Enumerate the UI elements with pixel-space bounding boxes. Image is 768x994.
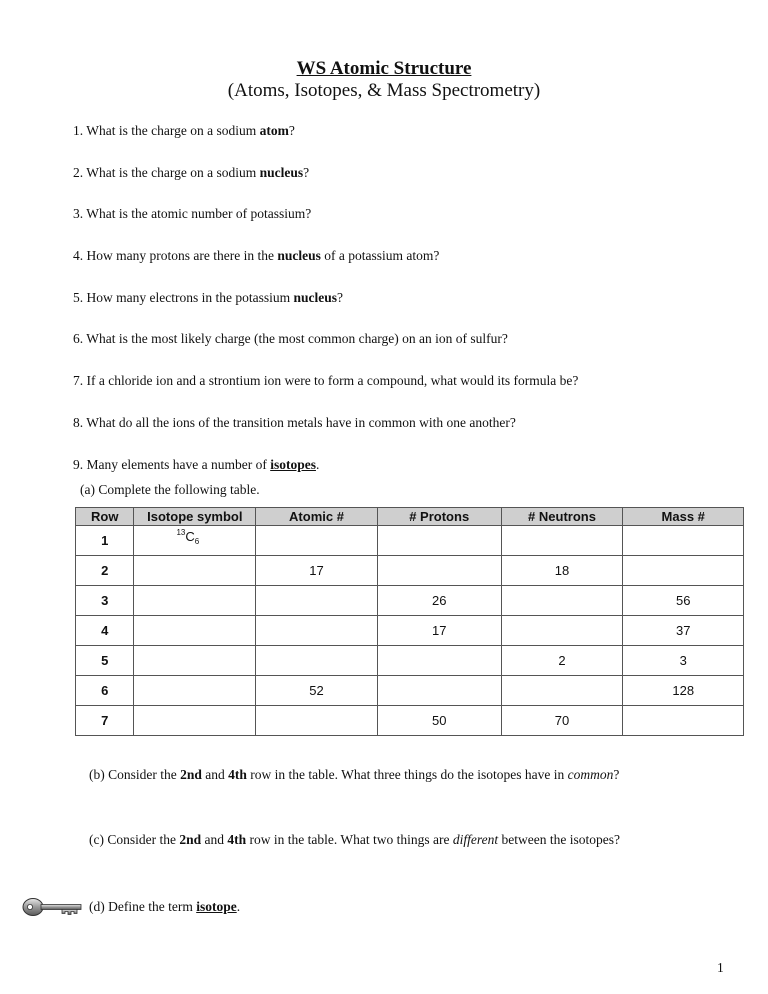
protons-cell xyxy=(377,646,501,676)
part-d-question: (d) Define the term isotope. xyxy=(89,899,241,914)
atomic-number-cell: 17 xyxy=(256,556,378,586)
row-number: 2 xyxy=(76,556,134,586)
protons-cell xyxy=(377,676,501,706)
isotope-symbol-cell xyxy=(134,556,256,586)
mass-number-cell xyxy=(623,526,744,556)
header-mass-number: Mass # xyxy=(623,508,744,526)
header-protons: # Protons xyxy=(377,508,501,526)
atomic-number-cell xyxy=(256,616,378,646)
page-subtitle: (Atoms, Isotopes, & Mass Spectrometry) xyxy=(227,80,541,101)
table-row xyxy=(76,706,744,736)
isotope-symbol-cell xyxy=(134,676,256,706)
isotope-table xyxy=(75,507,744,736)
table-row xyxy=(76,526,744,556)
protons-cell: 17 xyxy=(377,616,501,646)
question-8: 8. What do all the ions of the transition metals have in common with one another? xyxy=(73,415,516,430)
question-2: 2. What is the charge on a sodium nucleus? xyxy=(73,165,310,180)
row-number: 1 xyxy=(76,526,134,556)
header-atomic-number: Atomic # xyxy=(256,508,378,526)
question-4: 4. How many protons are there in the nucleus of a potassium atom? xyxy=(73,248,440,263)
isotope-symbol-cell xyxy=(134,616,256,646)
neutrons-cell xyxy=(501,676,623,706)
question-3: 3. What is the atomic number of potassium? xyxy=(73,206,312,221)
question-1: 1. What is the charge on a sodium atom? xyxy=(73,123,295,138)
table-header-row xyxy=(76,508,744,526)
question-9: 9. Many elements have a number of isotopes. xyxy=(73,457,320,472)
isotope-symbol: $^{13}C_6$ xyxy=(176,528,200,546)
atomic-number-cell xyxy=(256,646,378,676)
row-number: 6 xyxy=(76,676,134,706)
row-number: 3 xyxy=(76,586,134,616)
header-row: Row xyxy=(76,508,134,526)
table-row xyxy=(76,556,744,586)
atomic-number-cell: 52 xyxy=(256,676,378,706)
neutrons-cell xyxy=(501,586,623,616)
table-row xyxy=(76,616,744,646)
page-title: WS Atomic Structure xyxy=(296,58,472,79)
header-neutrons: # Neutrons xyxy=(501,508,623,526)
mass-number-cell xyxy=(623,556,744,586)
isotope-symbol-cell xyxy=(134,526,256,556)
key-icon xyxy=(22,895,86,919)
atomic-number-cell xyxy=(256,586,378,616)
row-number: 4 xyxy=(76,616,134,646)
protons-cell xyxy=(377,526,501,556)
question-5: 5. How many electrons in the potassium nucleus? xyxy=(73,290,343,305)
protons-cell: 26 xyxy=(377,586,501,616)
isotope-symbol-cell xyxy=(134,586,256,616)
mass-number-cell xyxy=(623,706,744,736)
part-c-question: (c) Consider the 2nd and 4th row in the table. What two things are different between the isotopes? xyxy=(89,832,620,847)
neutrons-cell: 70 xyxy=(501,706,623,736)
atomic-number-cell xyxy=(256,706,378,736)
mass-number-cell: 3 xyxy=(623,646,744,676)
mass-number-cell: 56 xyxy=(623,586,744,616)
isotope-symbol-cell xyxy=(134,706,256,736)
part-b-question: (b) Consider the 2nd and 4th row in the table. What three things do the isotopes have in common? xyxy=(89,767,620,782)
page-number: 1 xyxy=(717,960,724,975)
neutrons-cell: 18 xyxy=(501,556,623,586)
row-number: 5 xyxy=(76,646,134,676)
isotope-symbol-cell xyxy=(134,646,256,676)
table-row xyxy=(76,586,744,616)
table-row xyxy=(76,646,744,676)
question-6: 6. What is the most likely charge (the most common charge) on an ion of sulfur? xyxy=(73,331,508,346)
table-row xyxy=(76,676,744,706)
neutrons-cell xyxy=(501,616,623,646)
header-isotope-symbol: Isotope symbol xyxy=(134,508,256,526)
part-a-label: (a) Complete the following table. xyxy=(80,482,260,497)
question-7: 7. If a chloride ion and a strontium ion were to form a compound, what would its formula be? xyxy=(73,373,579,388)
protons-cell xyxy=(377,556,501,586)
row-number: 7 xyxy=(76,706,134,736)
neutrons-cell: 2 xyxy=(501,646,623,676)
neutrons-cell xyxy=(501,526,623,556)
mass-number-cell: 128 xyxy=(623,676,744,706)
mass-number-cell: 37 xyxy=(623,616,744,646)
protons-cell: 50 xyxy=(377,706,501,736)
atomic-number-cell xyxy=(256,526,378,556)
